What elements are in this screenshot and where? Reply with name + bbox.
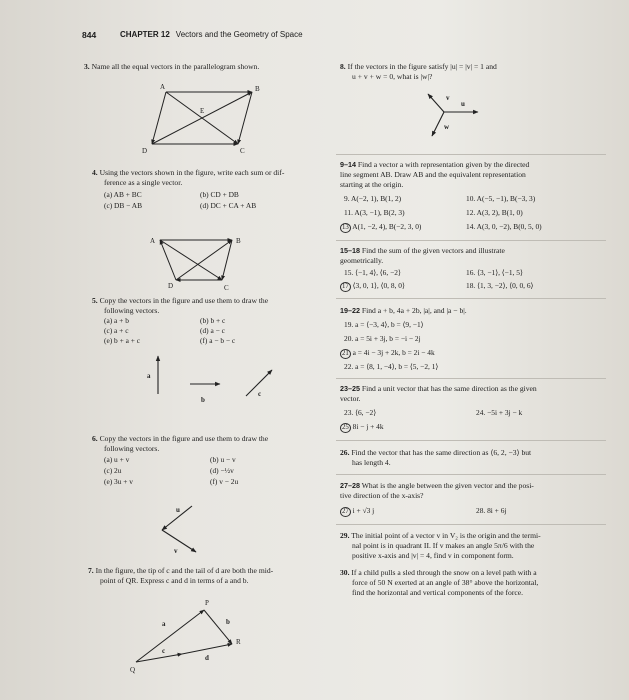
exercise-29-text-cont: nal point is in quadrant II. If v makes an angle 5π/6 with the [352, 541, 535, 550]
label-P: P [205, 599, 209, 607]
exercise-19: 19. a = ⟨−3, 4⟩, b = ⟨9, −1⟩ [344, 320, 424, 329]
section-9-14-text-cont: line segment AB. Draw AB and the equivalent representation [340, 170, 526, 179]
exercise-6d: (d) −½v [210, 466, 234, 475]
label-vector-a: a [147, 372, 151, 380]
page-number: 844 [82, 30, 97, 40]
exercise-6c: (c) 2u [104, 466, 122, 475]
label-vector-c: c [258, 390, 262, 398]
exercise-30-text-cont: force of 50 N exerted at an angle of 38° above the horizontal, [352, 578, 539, 587]
exercise-30-text-cont2: find the horizontal and vertical components of the force. [352, 588, 524, 597]
circled-number-27: 27 [342, 508, 349, 515]
label-vector-b: b [201, 396, 205, 404]
exercise-22: 22. a = ⟨8, 1, −4⟩, b = ⟨5, −2, 1⟩ [344, 362, 439, 371]
circled-number-21: 21 [342, 350, 349, 357]
exercise-11: 11. A(3, −1), B(2, 3) [344, 208, 405, 217]
exercise-6e: (e) 3u + v [104, 477, 133, 486]
vector-figure-5 [158, 356, 272, 396]
label-C: C [224, 284, 229, 292]
label-C: C [240, 147, 245, 155]
label-E: E [200, 107, 205, 115]
chapter-label: CHAPTER 12 [120, 30, 170, 39]
section-23-25-text-cont: vector. [340, 394, 361, 403]
section-15-18-text-cont: geometrically. [340, 256, 384, 265]
exercise-5b: (b) b + c [200, 316, 226, 325]
label-A: A [160, 83, 166, 91]
exercise-6-text-cont: following vectors. [104, 444, 160, 453]
exercise-26-text-cont: has length 4. [352, 458, 391, 467]
label-A: A [150, 237, 156, 245]
exercise-6-text: 6. Copy the vectors in the figure and use them to draw the [92, 434, 269, 443]
exercise-4-text-cont: ference as a single vector. [104, 178, 183, 187]
label-vector-u: u [461, 100, 465, 108]
exercise-7-text: 7. In the figure, the tip of c and the tail of d are both the mid- [88, 566, 274, 575]
vector-figure-4 [160, 240, 232, 280]
parallelogram-figure-3 [152, 92, 252, 144]
exercise-4d: (d) DC + CA + AB [200, 201, 257, 210]
label-vector-b: b [226, 618, 230, 626]
exercise-20: 20. a = 5i + 3j, b = −i − 2j [344, 334, 421, 343]
exercise-29-text: 29. The initial point of a vector v in V₂ is the origin and the termi- [340, 531, 541, 540]
exercise-7-text-cont: point of QR. Express c and d in terms of a and b. [100, 576, 249, 585]
exercise-12: 12. A(3, 2), B(1, 0) [466, 208, 523, 217]
exercise-18: 18. ⟨1, 3, −2⟩, ⟨0, 0, 6⟩ [466, 281, 534, 290]
exercise-3: 3. Name all the equal vectors in the parallelogram shown. [84, 62, 260, 71]
exercise-8-text: 8. If the vectors in the figure satisfy |u| = |v| = 1 and [340, 62, 497, 71]
section-15-18-text: 15–18 Find the sum of the given vectors and illustrate [340, 246, 505, 255]
section-23-25-text: 23–25 Find a unit vector that has the same direction as the given [340, 384, 537, 393]
exercise-27: 27 i + √3 j [342, 506, 375, 515]
label-vector-v: v [446, 94, 450, 102]
exercise-26-text: 26. Find the vector that has the same direction as ⟨6, 2, −3⟩ but [340, 448, 532, 457]
exercise-5e: (e) b + a + c [104, 336, 141, 345]
label-vector-c: c [162, 647, 166, 655]
label-B: B [236, 237, 241, 245]
exercise-6a: (a) u + v [104, 455, 130, 464]
exercise-8-text-cont: u + v + w = 0, what is |w|? [352, 72, 433, 81]
exercise-5-text: 5. Copy the vectors in the figure and use them to draw the [92, 296, 269, 305]
label-Q: Q [130, 666, 136, 674]
label-vector-a: a [162, 620, 166, 628]
exercise-6b: (b) u − v [210, 455, 236, 464]
exercise-30-text: 30. If a child pulls a sled through the snow on a level path with a [340, 568, 537, 577]
exercise-6f: (f) v − 2u [210, 477, 239, 486]
label-D: D [142, 147, 148, 155]
label-B: B [255, 85, 260, 93]
triangle-figure-7 [136, 610, 232, 662]
exercise-21: 21 a = 4i − 3j + 2k, b = 2i − 4k [342, 348, 435, 357]
exercise-23: 23. ⟨6, −2⟩ [344, 408, 377, 417]
exercise-10: 10. A(−5, −1), B(−3, 3) [466, 194, 536, 203]
label-vector-u: u [176, 506, 180, 514]
exercise-24: 24. −5i + 3j − k [476, 408, 523, 417]
exercise-5a: (a) a + b [104, 316, 129, 325]
exercise-4b: (b) CD + DB [200, 190, 239, 199]
label-vector-d: d [205, 654, 209, 662]
section-27-28-text: 27–28 What is the angle between the given vector and the posi- [340, 481, 534, 490]
exercise-9: 9. A(−2, 1), B(1, 2) [344, 194, 402, 203]
exercise-5f: (f) a − b − c [200, 336, 236, 345]
vector-figure-8 [428, 94, 478, 136]
exercise-25: 25 8i − j + 4k [342, 422, 384, 431]
exercise-15: 15. ⟨−1, 4⟩, ⟨6, −2⟩ [344, 268, 401, 277]
exercise-4a: (a) AB + BC [104, 190, 142, 199]
label-vector-v: v [174, 547, 178, 555]
circled-number-25: 25 [342, 424, 349, 431]
circled-number-13: 13 [342, 224, 349, 231]
chapter-title: Vectors and the Geometry of Space [175, 30, 303, 39]
circled-number-17: 17 [342, 283, 349, 290]
section-27-28-text-cont: tive direction of the x-axis? [340, 491, 424, 500]
exercise-13: 13 A(1, −2, 4), B(−2, 3, 0) [342, 222, 422, 231]
label-vector-w: w [444, 123, 450, 131]
exercise-5-text-cont: following vectors. [104, 306, 160, 315]
section-19-22-text: 19–22 Find a + b, 4a + 2b, |a|, and |a − b|. [340, 306, 467, 315]
exercise-4c: (c) DB − AB [104, 201, 143, 210]
exercise-17: 17 ⟨3, 0, 1⟩, ⟨0, 8, 0⟩ [342, 281, 405, 290]
exercise-28: 28. 8i + 6j [476, 506, 507, 515]
section-9-14-text: 9–14 Find a vector a with representation given by the directed [340, 160, 530, 169]
exercise-5d: (d) a − c [200, 326, 225, 335]
exercise-14: 14. A(3, 0, −2), B(0, 5, 0) [466, 222, 542, 231]
exercise-5c: (c) a + c [104, 326, 129, 335]
exercise-16: 16. ⟨3, −1⟩, ⟨−1, 5⟩ [466, 268, 523, 277]
label-R: R [236, 638, 241, 646]
label-D: D [168, 282, 174, 290]
exercise-4-text: 4. Using the vectors shown in the figure, write each sum or dif- [92, 168, 285, 177]
section-9-14-text-cont2: starting at the origin. [340, 180, 404, 189]
exercise-29-text-cont2: positive x-axis and |v| = 4, find v in component form. [352, 551, 514, 560]
